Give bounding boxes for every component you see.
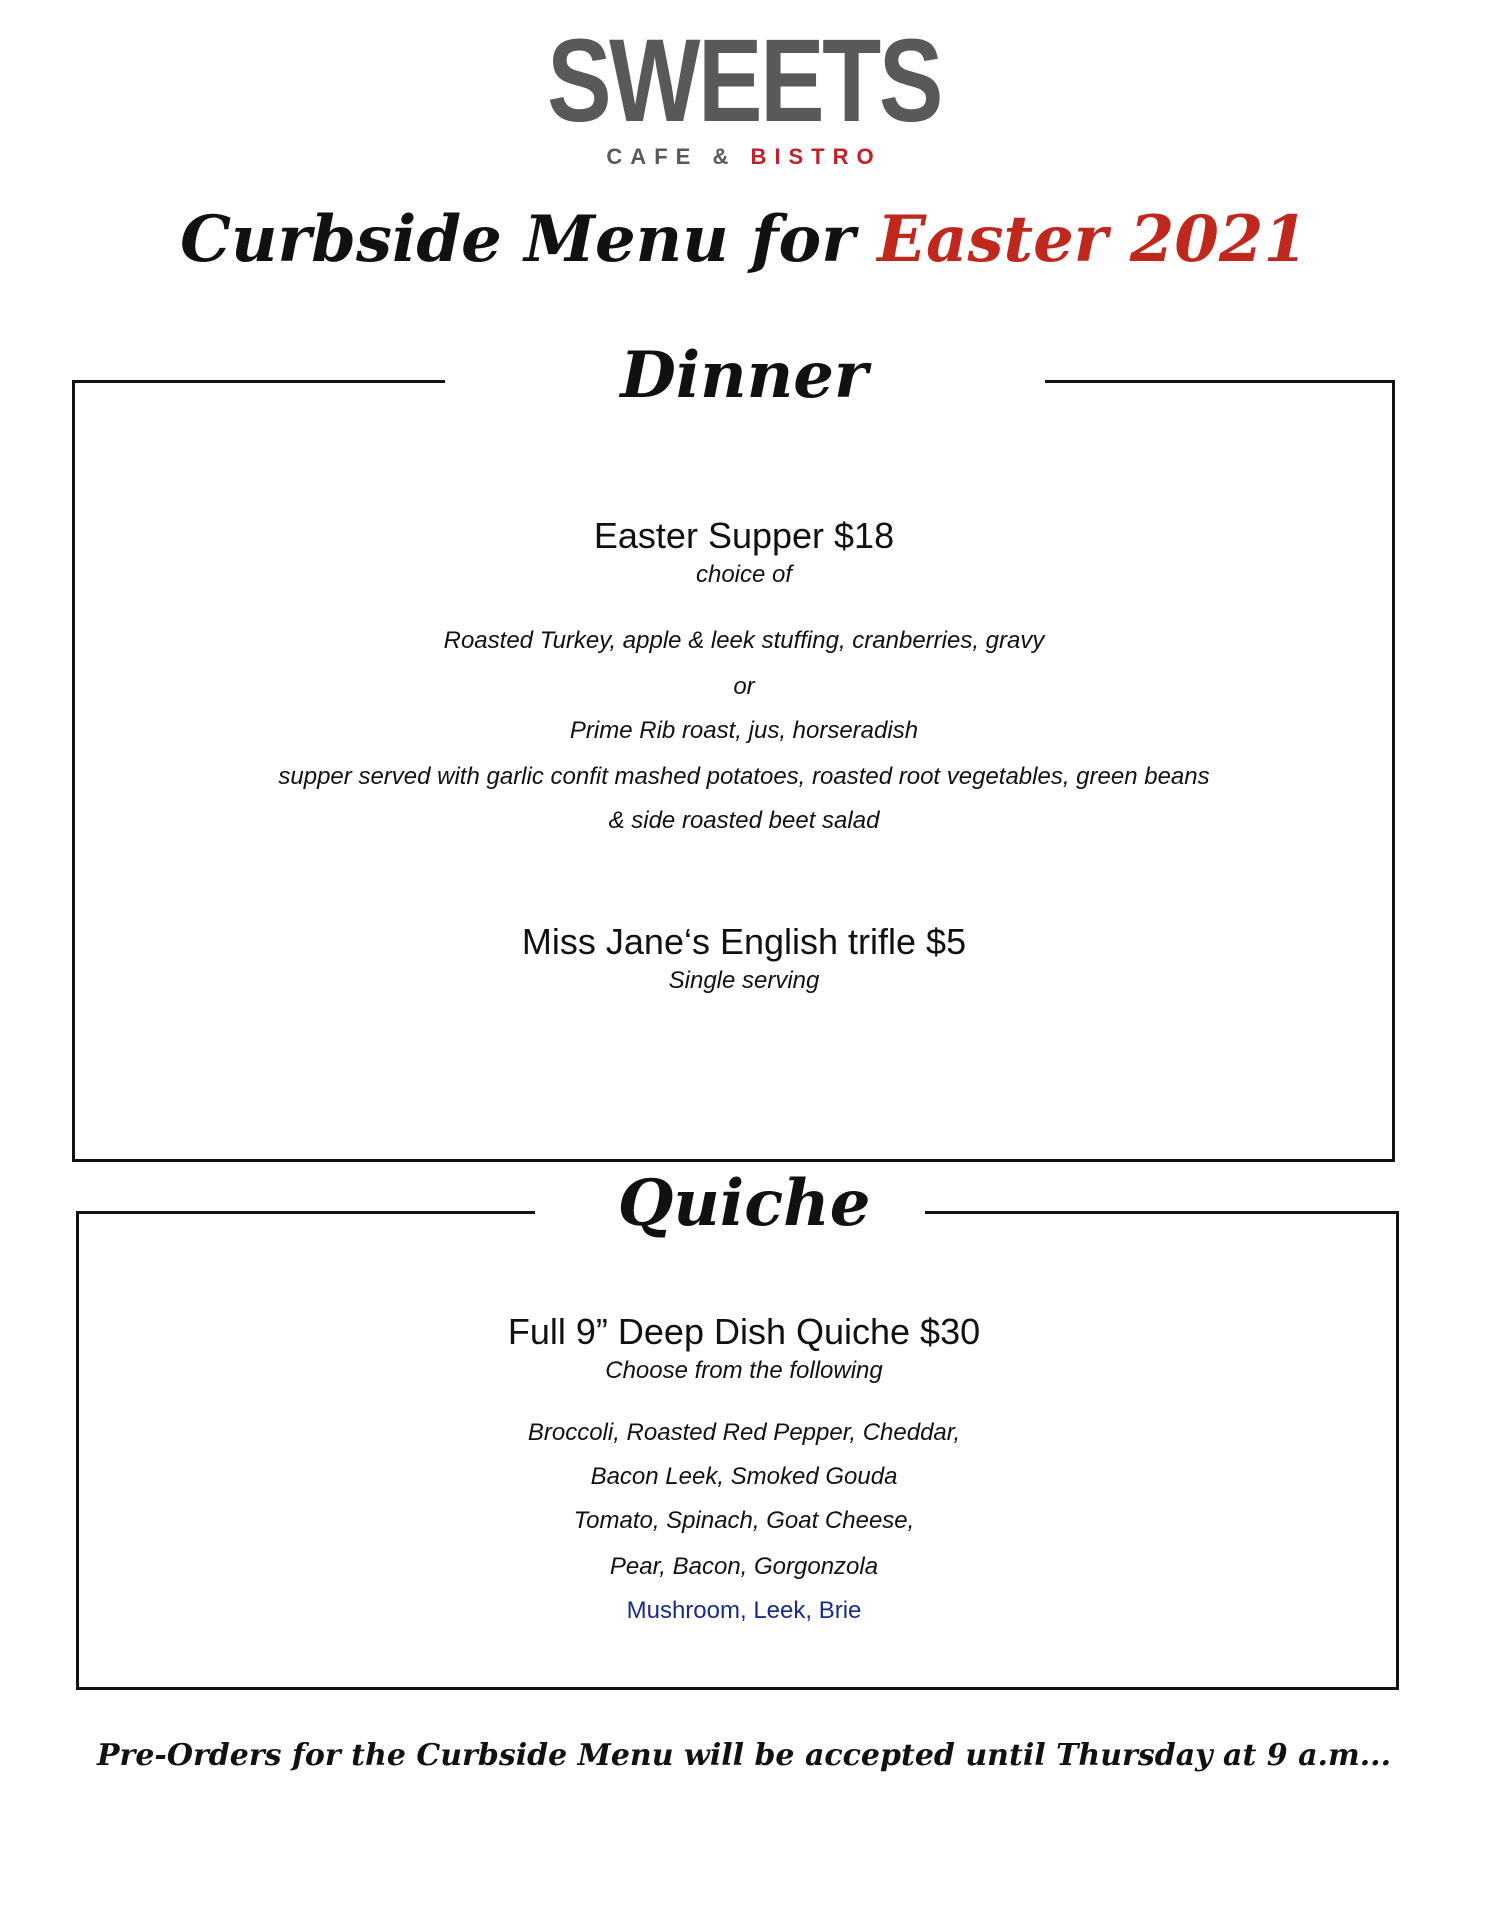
supper-option-prime-rib: Prime Rib roast, jus, horseradish [569, 717, 919, 744]
supper-option-turkey: Roasted Turkey, apple & leek stuffing, cranberries, gravy [443, 627, 1045, 654]
quiche-option-mushroom: Mushroom, Leek, Brie [626, 1597, 862, 1624]
easter-supper-title: Easter Supper $18 [593, 515, 895, 556]
logo-tagline [0, 146, 1488, 168]
logo-tagline-cafe: CAFE [606, 144, 699, 169]
logo-tagline-bistro: BISTRO [750, 144, 882, 169]
quiche-title: Full 9” Deep Dish Quiche $30 [507, 1311, 981, 1352]
trifle-title: Miss Jane‘s English trifle $5 [521, 921, 967, 962]
trifle-subtitle: Single serving [668, 967, 820, 994]
quiche-heading: Quiche [617, 1166, 871, 1241]
supper-sides-line: supper served with garlic confit mashed potatoes, roasted root vegetables, green beans [278, 763, 1210, 790]
supper-salad-line: & side roasted beet salad [608, 807, 880, 834]
logo-tagline-ampersand: & [712, 144, 737, 169]
page-title-accent: Easter 2021 [877, 202, 1308, 277]
supper-option-or: or [733, 673, 755, 700]
preorder-note: Pre-Orders for the Curbside Menu will be accepted until Thursday at 9 a.m... [96, 1738, 1392, 1773]
quiche-subtitle: Choose from the following [605, 1357, 883, 1384]
quiche-option-pear: Pear, Bacon, Gorgonzola [609, 1553, 879, 1580]
quiche-option-tomato: Tomato, Spinach, Goat Cheese, [573, 1507, 915, 1534]
easter-supper-subtitle: choice of [695, 561, 793, 588]
quiche-option-broccoli: Broccoli, Roasted Red Pepper, Cheddar, [527, 1419, 961, 1446]
logo-wordmark: SWEETS [547, 15, 941, 147]
dinner-heading: Dinner [620, 338, 868, 413]
page-title [0, 202, 1488, 279]
page-title-prefix: Curbside Menu for [180, 202, 855, 277]
quiche-option-bacon-leek: Bacon Leek, Smoked Gouda [590, 1463, 898, 1490]
